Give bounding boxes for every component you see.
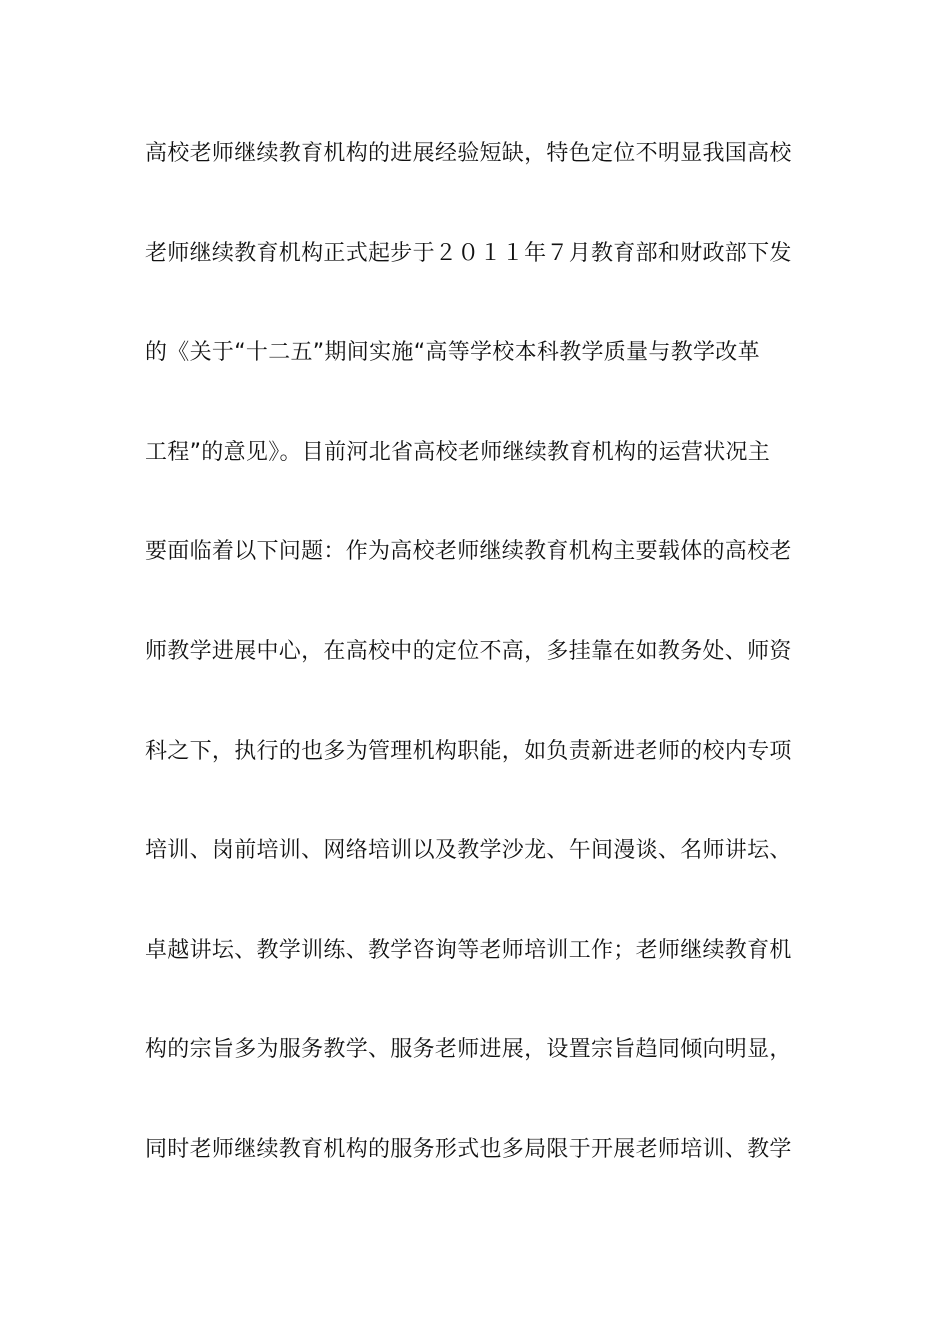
body-text [145,128,815,1224]
text-line-5: 要面临着以下问题：作为高校老师继续教育机构主要载体的高校老 [145,539,792,565]
text-line-10: 构的宗旨多为服务教学、服务老师进展，设置宗旨趋同倾向明显， [145,1037,792,1063]
text-line-9: 卓越讲坛、教学训练、教学咨询等老师培训工作；老师继续教育机 [145,937,792,963]
text-line-6: 师教学进展中心，在高校中的定位不高，多挂靠在如教务处、师资 [145,638,792,664]
text-line-4: 工程”的意见》。目前河北省高校老师继续教育机构的运营状况主 [145,439,771,465]
text-line-8: 培训、岗前培训、网络培训以及教学沙龙、午间漫谈、名师讲坛、 [145,838,792,864]
text-line-1: 高校老师继续教育机构的进展经验短缺，特色定位不明显我国高校 [145,141,792,166]
text-line-7: 科之下，执行的也多为管理机构职能，如负责新进老师的校内专项 [145,738,792,764]
text-line-2: 老师继续教育机构正式起步于２０１１年７月教育部和财政部下发 [145,240,792,266]
text-line-11: 同时老师继续教育机构的服务形式也多局限于开展老师培训、教学 [145,1136,792,1162]
text-line-3: 的《关于“十二五”期间实施“高等学校本科教学质量与教学改革 [145,340,760,366]
